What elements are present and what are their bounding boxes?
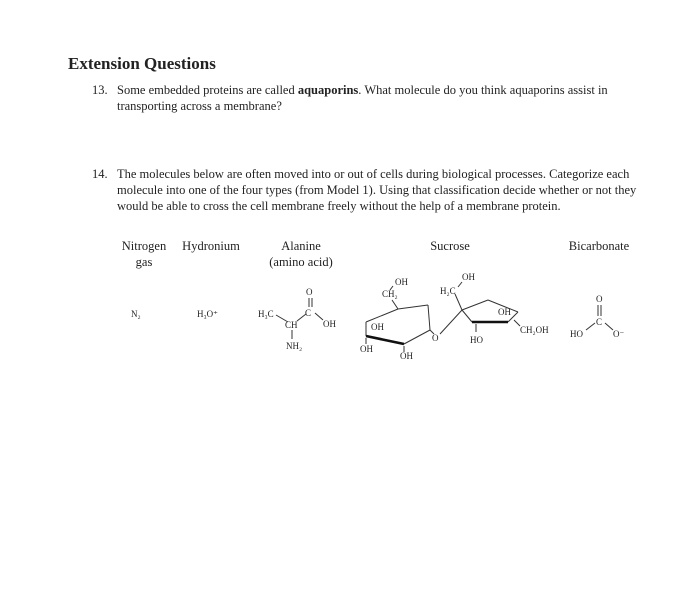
atom-label: O — [596, 294, 603, 304]
question-number: 14. — [92, 167, 108, 181]
formula-nitrogen: N₂ — [131, 309, 141, 319]
atom-label: OH — [360, 344, 373, 354]
atom-label: O — [432, 333, 439, 343]
atom-label: OH — [498, 307, 511, 317]
atom-label: OH — [462, 272, 475, 282]
atom-label: CH₂OH — [520, 325, 549, 335]
alanine-structure — [258, 287, 336, 351]
atom-label: NH₂ — [286, 341, 303, 351]
atom-label: H₂C — [440, 286, 456, 296]
atom-label: CH₂ — [382, 289, 398, 299]
atom-label: O — [306, 287, 313, 297]
question-number: 13. — [92, 83, 108, 97]
formula-hydronium: H₃O⁺ — [197, 309, 218, 319]
atom-label: C — [596, 317, 603, 327]
atom-label: C — [305, 308, 312, 318]
section-heading: Extension Questions — [68, 54, 216, 73]
label-line: (amino acid) — [269, 255, 333, 269]
atom-label: OH — [323, 319, 336, 329]
atom-label: OH — [371, 322, 384, 332]
sucrose-structure — [360, 272, 549, 361]
question-text-part: Some embedded proteins are called — [117, 83, 298, 97]
atom-label: HO — [570, 329, 583, 339]
bicarbonate-structure — [570, 294, 624, 339]
atom-label: H₃C — [258, 309, 274, 319]
atom-label: O⁻ — [613, 329, 625, 339]
atom-label: OH — [400, 351, 413, 361]
label-line: Alanine — [281, 239, 321, 253]
atom-label: OH — [395, 277, 408, 287]
molecule-label-hydronium: Hydronium — [182, 239, 240, 253]
question-text: The molecules below are often moved into or out of cells during biological processes. Categorize each molecule into one of the four types (from Model 1). Using that classification decide whether or not they would be able to cross the cell membrane freely without the help of a membrane protein. — [117, 167, 637, 213]
bold-term: aquaporins — [297, 83, 359, 97]
question-text-part: . What molecule do you think aquaporins assist in transporting across a membrane? — [117, 83, 608, 113]
atom-label: HO — [470, 335, 483, 345]
molecule-label-bicarbonate: Bicarbonate — [568, 239, 630, 253]
label-line: gas — [135, 255, 153, 269]
label-line: Nitrogen — [121, 239, 167, 253]
molecule-label-sucrose: Sucrose — [430, 239, 470, 253]
atom-label: CH — [285, 320, 298, 330]
